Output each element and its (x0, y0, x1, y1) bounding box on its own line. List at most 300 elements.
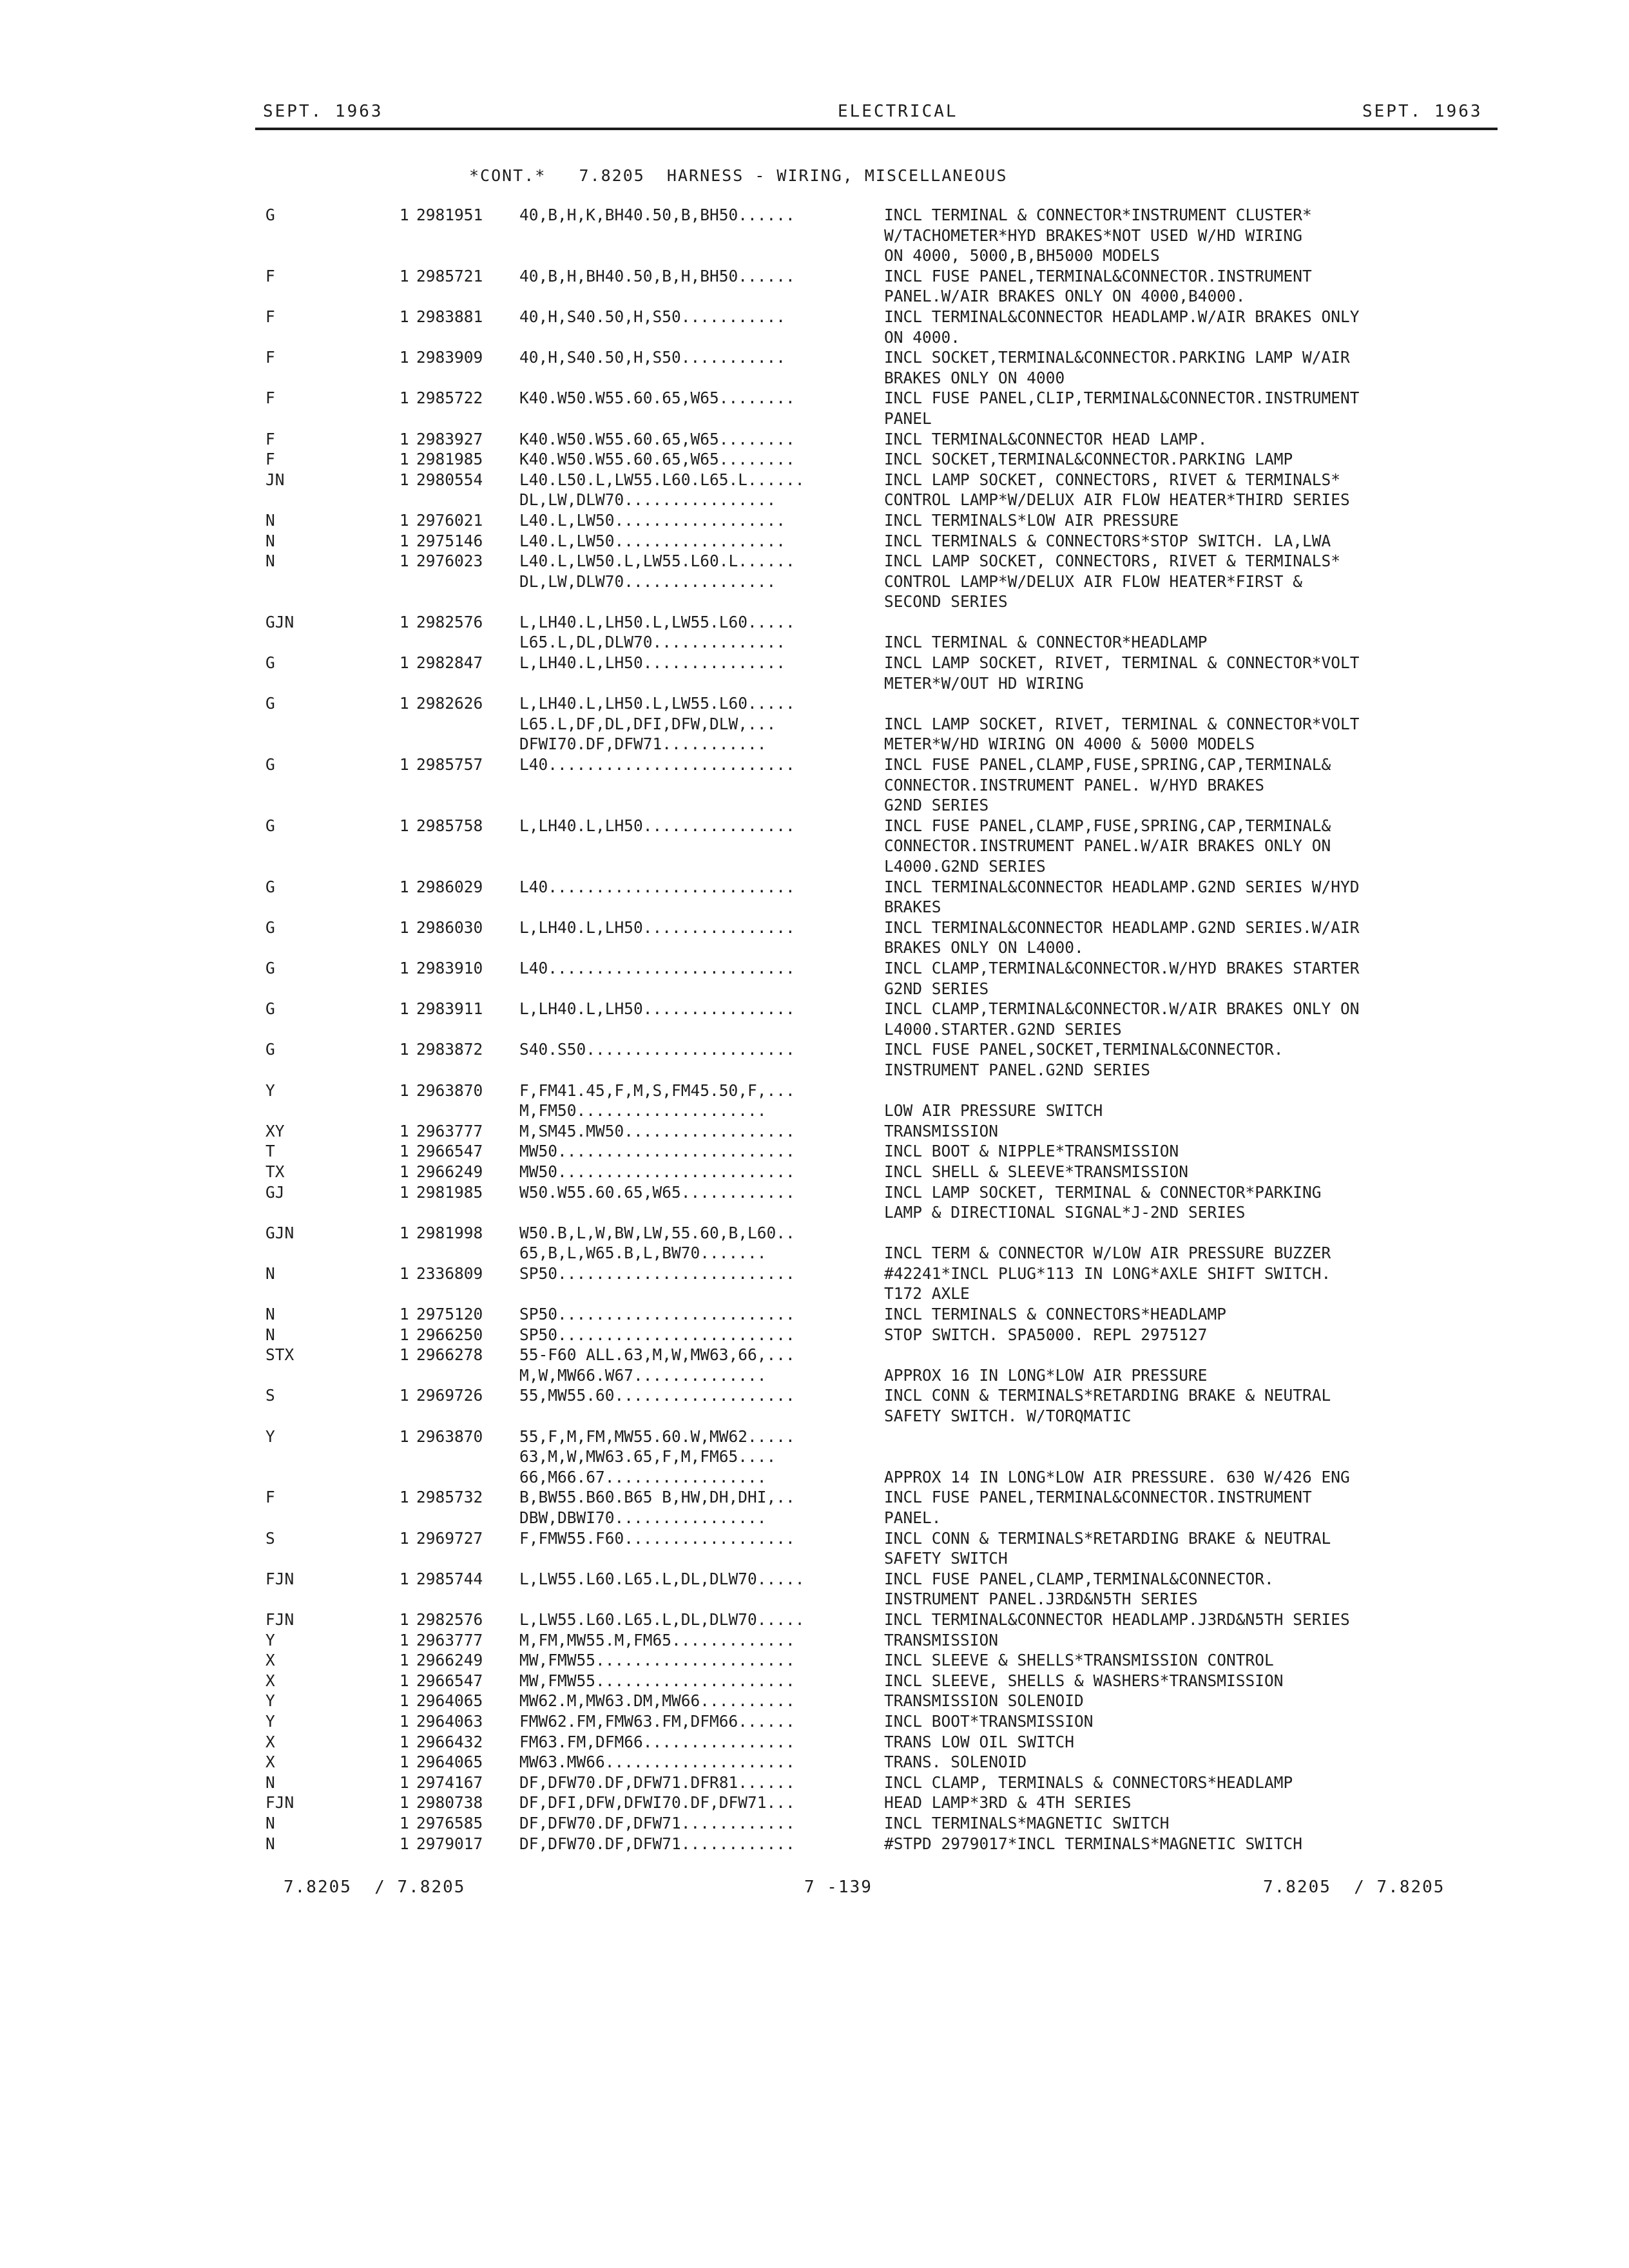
row-description: INCL FUSE PANEL,SOCKET,TERMINAL&CONNECTOR. (884, 1040, 1284, 1059)
row-qty: 1 (400, 389, 409, 408)
list-item (0, 286, 1629, 307)
row-description: INCL LAMP SOCKET, RIVET, TERMINAL & CONNECTOR*VOLT (884, 714, 1360, 733)
row-code: GJN (265, 1223, 294, 1242)
row-qty: 1 (400, 1753, 409, 1772)
list-item (0, 693, 1629, 714)
row-part-number: 2963870 (416, 1427, 483, 1446)
list-item (0, 1060, 1629, 1081)
row-models: 40,H,S40.50,H,S50........... (519, 307, 786, 326)
row-description: APPROX 14 IN LONG*LOW AIR PRESSURE. 630 W/426 ENG (884, 1467, 1350, 1486)
row-description: ON 4000, 5000,B,BH5000 MODELS (884, 246, 1160, 265)
list-item (0, 531, 1629, 552)
row-code: X (265, 1732, 275, 1751)
list-item (0, 958, 1629, 979)
row-description: INCL FUSE PANEL,CLAMP,FUSE,SPRING,CAP,TERMINAL& (884, 816, 1331, 835)
list-item (0, 673, 1629, 694)
row-description: TRANS. SOLENOID (884, 1753, 1027, 1772)
row-part-number: 2969726 (416, 1386, 483, 1405)
list-item (0, 1081, 1629, 1101)
list-item (0, 856, 1629, 877)
row-models: B,BW55.B60.B65 B,HW,DH,DHI,.. (519, 1488, 795, 1507)
row-qty: 1 (400, 694, 409, 713)
row-models: L,LW55.L60.L65.L,DL,DLW70..... (519, 1569, 805, 1588)
row-code: F (265, 429, 275, 448)
row-description: INCL CONN & TERMINALS*RETARDING BRAKE & NEUTRAL (884, 1386, 1331, 1405)
row-code: G (265, 999, 275, 1019)
list-item (0, 429, 1629, 450)
list-item (0, 307, 1629, 327)
list-item (0, 551, 1629, 572)
header-date-left: SEPT. 1963 (263, 102, 383, 121)
row-description: L4000.G2ND SERIES (884, 857, 1046, 876)
list-item (0, 1283, 1629, 1304)
list-item (0, 1019, 1629, 1040)
row-description: CONTROL LAMP*W/DELUX AIR FLOW HEATER*THIRD SERIES (884, 490, 1350, 510)
row-qty: 1 (400, 1162, 409, 1181)
list-item (0, 979, 1629, 999)
row-description: INCL SHELL & SLEEVE*TRANSMISSION (884, 1162, 1189, 1181)
row-description: SAFETY SWITCH. W/TORQMATIC (884, 1407, 1132, 1426)
list-item (0, 1039, 1629, 1060)
row-part-number: 2969727 (416, 1528, 483, 1548)
list-item (0, 1487, 1629, 1508)
row-code: F (265, 1488, 275, 1507)
row-description: G2ND SERIES (884, 979, 989, 998)
row-models: M,FM,MW55.M,FM65............. (519, 1630, 795, 1649)
row-description: INCL TERM & CONNECTOR W/LOW AIR PRESSURE BUZZER (884, 1244, 1331, 1263)
row-qty: 1 (400, 206, 409, 224)
list-item (0, 1202, 1629, 1223)
row-description: G2ND SERIES (884, 796, 989, 815)
list-item (0, 327, 1629, 348)
row-code: G (265, 694, 275, 713)
row-models: DFWI70.DF,DFW71........... (519, 735, 767, 754)
row-qty: 1 (400, 470, 409, 489)
row-part-number: 2983881 (416, 307, 483, 326)
row-part-number: 2966249 (416, 1651, 483, 1670)
list-item (0, 1264, 1629, 1284)
row-models: L65.L,DF,DL,DFI,DFW,DLW,... (519, 714, 776, 733)
row-part-number: 2974167 (416, 1773, 483, 1792)
row-code: N (265, 531, 275, 550)
row-qty: 1 (400, 1651, 409, 1670)
list-item (0, 795, 1629, 816)
row-qty: 1 (400, 510, 409, 530)
row-part-number: 2979017 (416, 1834, 483, 1853)
row-description: INCL TERMINALS & CONNECTORS*STOP SWITCH. LA,LWA (884, 531, 1331, 550)
row-description: INCL TERMINAL & CONNECTOR*HEADLAMP (884, 633, 1208, 652)
row-qty: 1 (400, 612, 409, 631)
row-models: FM63.FM,DFM66................ (519, 1732, 795, 1751)
row-description: INCL LAMP SOCKET, CONNECTORS, RIVET & TERMINALS* (884, 470, 1341, 489)
section-title: *CONT.* 7.8205 HARNESS - WIRING, MISCELLANEOUS (469, 166, 1008, 185)
row-code: Y (265, 1691, 275, 1711)
row-part-number: 2966432 (416, 1732, 483, 1751)
row-code: JN (265, 470, 285, 489)
row-models: DF,DFW70.DF,DFW71............ (519, 1813, 795, 1832)
row-code: G (265, 877, 275, 896)
row-part-number: 2985744 (416, 1569, 483, 1588)
row-code: T (265, 1142, 275, 1161)
parts-list (0, 205, 1629, 1854)
row-code: Y (265, 1630, 275, 1649)
list-item (0, 1548, 1629, 1569)
list-item (0, 1813, 1629, 1834)
row-part-number: 2981985 (416, 450, 483, 469)
row-qty: 1 (400, 1142, 409, 1161)
row-code: X (265, 1651, 275, 1670)
list-item (0, 1223, 1629, 1244)
row-code: G (265, 1040, 275, 1059)
row-models: 40,B,H,BH40.50,B,H,BH50...... (519, 266, 795, 285)
row-description: INCL SLEEVE & SHELLS*TRANSMISSION CONTROL (884, 1651, 1274, 1670)
row-description: BRAKES ONLY ON 4000 (884, 368, 1065, 387)
row-description: INCL TERMINALS*LOW AIR PRESSURE (884, 510, 1179, 530)
row-qty: 1 (400, 1121, 409, 1140)
row-part-number: 2981998 (416, 1223, 483, 1242)
row-code: N (265, 510, 275, 530)
row-models: MW,FMW55..................... (519, 1651, 795, 1670)
row-models: 40,H,S40.50,H,S50........... (519, 348, 786, 367)
row-description: INCL TERMINAL&CONNECTOR HEADLAMP.J3RD&N5TH SERIES (884, 1610, 1350, 1629)
row-part-number: 2981951 (416, 206, 483, 224)
row-models: F,FM41.45,F,M,S,FM45.50,F,... (519, 1081, 795, 1100)
row-code: FJN (265, 1569, 294, 1588)
row-models: DL,LW,DLW70................ (519, 490, 776, 510)
list-item (0, 1182, 1629, 1203)
row-models: 63,M,W,MW63.65,F,M,FM65.... (519, 1447, 776, 1466)
row-description: TRANS LOW OIL SWITCH (884, 1732, 1075, 1751)
list-item (0, 408, 1629, 429)
row-code: FJN (265, 1610, 294, 1629)
row-code: N (265, 1305, 275, 1324)
row-code: Y (265, 1711, 275, 1731)
list-item (0, 449, 1629, 470)
row-description: INCL FUSE PANEL,CLAMP,TERMINAL&CONNECTOR. (884, 1569, 1274, 1588)
list-item (0, 877, 1629, 898)
list-item (0, 775, 1629, 796)
list-item (0, 1406, 1629, 1427)
row-part-number: 2985721 (416, 266, 483, 285)
row-qty: 1 (400, 1345, 409, 1365)
row-code: X (265, 1753, 275, 1772)
row-models: L40.......................... (519, 958, 795, 977)
row-models: SP50......................... (519, 1305, 795, 1324)
row-models: 66,M66.67................. (519, 1467, 767, 1486)
row-part-number: 2983909 (416, 348, 483, 367)
row-models: DBW,DBWI70................ (519, 1508, 767, 1527)
row-code: N (265, 552, 275, 571)
row-description: BRAKES (884, 898, 941, 917)
row-qty: 1 (400, 918, 409, 937)
row-qty: 1 (400, 1040, 409, 1059)
list-item (0, 1141, 1629, 1162)
row-part-number: 2983927 (416, 429, 483, 448)
row-part-number: 2980738 (416, 1793, 483, 1812)
row-part-number: 2986029 (416, 877, 483, 896)
row-description: INCL CLAMP,TERMINAL&CONNECTOR.W/AIR BRAKES ONLY ON (884, 999, 1360, 1019)
row-models: DL,LW,DLW70................ (519, 572, 776, 591)
row-code: S (265, 1386, 275, 1405)
row-part-number: 2975120 (416, 1305, 483, 1324)
list-item (0, 1304, 1629, 1325)
row-models: L65.L,DL,DLW70.............. (519, 633, 786, 652)
row-models: M,W,MW66.W67.............. (519, 1365, 767, 1385)
list-item (0, 1610, 1629, 1630)
row-description: INSTRUMENT PANEL.G2ND SERIES (884, 1060, 1151, 1079)
list-item (0, 1569, 1629, 1590)
list-item (0, 937, 1629, 958)
row-description: INCL SOCKET,TERMINAL&CONNECTOR.PARKING LAMP W/AIR (884, 348, 1350, 367)
list-item (0, 1528, 1629, 1549)
row-qty: 1 (400, 999, 409, 1019)
row-code: F (265, 450, 275, 469)
list-item (0, 836, 1629, 856)
row-part-number: 2976021 (416, 510, 483, 530)
list-item (0, 999, 1629, 1019)
row-models: SP50......................... (519, 1264, 795, 1283)
list-item (0, 1773, 1629, 1793)
row-models: L40.......................... (519, 755, 795, 774)
row-qty: 1 (400, 1325, 409, 1344)
list-item (0, 1325, 1629, 1345)
row-description: INCL TERMINAL&CONNECTOR HEADLAMP.W/AIR BRAKES ONLY (884, 307, 1360, 326)
row-models: 55-F60 ALL.63,M,W,MW63,66,... (519, 1345, 795, 1365)
row-description: #STPD 2979017*INCL TERMINALS*MAGNETIC SWITCH (884, 1834, 1303, 1853)
row-part-number: 2983911 (416, 999, 483, 1019)
row-description: CONNECTOR.INSTRUMENT PANEL.W/AIR BRAKES ONLY ON (884, 836, 1331, 856)
row-description: INCL LAMP SOCKET, RIVET, TERMINAL & CONNECTOR*VOLT (884, 653, 1360, 673)
row-description: PANEL.W/AIR BRAKES ONLY ON 4000,B4000. (884, 287, 1246, 306)
list-item (0, 510, 1629, 531)
row-models: 65,B,L,W65.B,L,BW70....... (519, 1244, 767, 1263)
row-code: F (265, 266, 275, 285)
list-item (0, 632, 1629, 653)
row-description: INCL BOOT*TRANSMISSION (884, 1711, 1094, 1731)
list-item (0, 1345, 1629, 1365)
row-models: 40,B,H,K,BH40.50,B,BH50...... (519, 206, 795, 224)
row-part-number: 2982847 (416, 653, 483, 673)
row-qty: 1 (400, 429, 409, 448)
list-item (0, 1385, 1629, 1406)
row-code: STX (265, 1345, 294, 1365)
row-code: F (265, 307, 275, 326)
row-code: N (265, 1264, 275, 1283)
row-code: N (265, 1773, 275, 1792)
row-models: DF,DFW70.DF,DFW71.DFR81...... (519, 1773, 795, 1792)
row-qty: 1 (400, 552, 409, 571)
row-description: BRAKES ONLY ON L4000. (884, 938, 1084, 957)
row-description: INCL CONN & TERMINALS*RETARDING BRAKE & NEUTRAL (884, 1528, 1331, 1548)
row-description: CONNECTOR.INSTRUMENT PANEL. W/HYD BRAKES (884, 775, 1265, 794)
list-item (0, 734, 1629, 754)
row-code: F (265, 348, 275, 367)
row-description: LOW AIR PRESSURE SWITCH (884, 1101, 1103, 1120)
row-models: MW,FMW55..................... (519, 1671, 795, 1690)
row-part-number: 2985732 (416, 1488, 483, 1507)
row-description: INCL TERMINALS*MAGNETIC SWITCH (884, 1813, 1170, 1832)
list-item (0, 1752, 1629, 1773)
row-models: DF,DFI,DFW,DFWI70.DF,DFW71... (519, 1793, 795, 1812)
list-item (0, 918, 1629, 938)
row-part-number: 2976585 (416, 1813, 483, 1832)
row-models: SP50......................... (519, 1325, 795, 1344)
row-qty: 1 (400, 1834, 409, 1853)
row-part-number: 2964065 (416, 1691, 483, 1711)
row-models: S40.S50...................... (519, 1040, 795, 1059)
row-part-number: 2966547 (416, 1142, 483, 1161)
list-item (0, 347, 1629, 368)
row-description: TRANSMISSION (884, 1121, 999, 1140)
list-item (0, 1834, 1629, 1854)
row-qty: 1 (400, 1691, 409, 1711)
row-models: MW50......................... (519, 1142, 795, 1161)
row-models: L40.L50.L,LW55.L60.L65.L...... (519, 470, 805, 489)
row-code: G (265, 816, 275, 835)
list-item (0, 490, 1629, 510)
row-code: N (265, 1813, 275, 1832)
row-models: K40.W50.W55.60.65,W65........ (519, 429, 795, 448)
row-code: G (265, 653, 275, 673)
list-item (0, 1711, 1629, 1732)
row-qty: 1 (400, 653, 409, 673)
row-code: N (265, 1834, 275, 1853)
row-description: INCL BOOT & NIPPLE*TRANSMISSION (884, 1142, 1179, 1161)
list-item (0, 572, 1629, 592)
list-item (0, 1630, 1629, 1651)
row-part-number: 2336809 (416, 1264, 483, 1283)
list-item (0, 714, 1629, 735)
row-part-number: 2975146 (416, 531, 483, 550)
row-models: K40.W50.W55.60.65,W65........ (519, 389, 795, 408)
row-part-number: 2966250 (416, 1325, 483, 1344)
row-description: APPROX 16 IN LONG*LOW AIR PRESSURE (884, 1365, 1208, 1385)
footer-ref-right: 7.8205 / 7.8205 (1263, 1878, 1445, 1897)
row-qty: 1 (400, 1793, 409, 1812)
row-description: STOP SWITCH. SPA5000. REPL 2975127 (884, 1325, 1208, 1344)
list-item (0, 1365, 1629, 1386)
list-item (0, 1691, 1629, 1711)
row-models: K40.W50.W55.60.65,W65........ (519, 450, 795, 469)
row-description: INCL CLAMP, TERMINALS & CONNECTORS*HEADLAMP (884, 1773, 1293, 1792)
list-item (0, 245, 1629, 266)
row-part-number: 2964065 (416, 1753, 483, 1772)
row-code: GJ (265, 1182, 285, 1202)
row-code: Y (265, 1081, 275, 1100)
row-qty: 1 (400, 755, 409, 774)
row-models: W50.W55.60.65,W65............ (519, 1182, 795, 1202)
row-models: L40.L,LW50.................. (519, 531, 786, 550)
row-part-number: 2982626 (416, 694, 483, 713)
row-models: L40.L,LW50.L,LW55.L60.L...... (519, 552, 795, 571)
list-item (0, 1446, 1629, 1467)
row-description: CONTROL LAMP*W/DELUX AIR FLOW HEATER*FIRST & (884, 572, 1303, 591)
row-qty: 1 (400, 1081, 409, 1100)
row-part-number: 2980554 (416, 470, 483, 489)
row-qty: 1 (400, 1182, 409, 1202)
list-item (0, 1427, 1629, 1447)
row-description: PANEL. (884, 1508, 941, 1527)
row-part-number: 2983872 (416, 1040, 483, 1059)
row-description: INCL FUSE PANEL,CLIP,TERMINAL&CONNECTOR.INSTRUMENT (884, 389, 1360, 408)
row-description: INCL TERMINAL & CONNECTOR*INSTRUMENT CLUSTER* (884, 206, 1312, 224)
row-qty: 1 (400, 816, 409, 835)
page-number: 7 -139 (804, 1878, 872, 1897)
row-code: G (265, 755, 275, 774)
row-description: INCL TERMINAL&CONNECTOR HEAD LAMP. (884, 429, 1208, 448)
row-qty: 1 (400, 1488, 409, 1507)
row-part-number: 2964063 (416, 1711, 483, 1731)
row-qty: 1 (400, 1610, 409, 1629)
row-description: INSTRUMENT PANEL.J3RD&N5TH SERIES (884, 1590, 1198, 1609)
row-description: INCL TERMINAL&CONNECTOR HEADLAMP.G2ND SERIES.W/AIR (884, 918, 1360, 937)
row-code: N (265, 1325, 275, 1344)
row-qty: 1 (400, 1264, 409, 1283)
row-models: L,LW55.L60.L65.L,DL,DLW70..... (519, 1610, 805, 1629)
row-models: L,LH40.L,LH50................ (519, 999, 795, 1019)
row-qty: 1 (400, 1305, 409, 1324)
list-item (0, 1467, 1629, 1488)
row-description: INCL SOCKET,TERMINAL&CONNECTOR.PARKING LAMP (884, 450, 1293, 469)
row-description: #42241*INCL PLUG*113 IN LONG*AXLE SHIFT SWITCH. (884, 1264, 1331, 1283)
list-item (0, 368, 1629, 389)
row-models: L,LH40.L,LH50............... (519, 653, 786, 673)
row-models: MW50......................... (519, 1162, 795, 1181)
list-item (0, 1121, 1629, 1142)
row-description: L4000.STARTER.G2ND SERIES (884, 1019, 1122, 1039)
row-qty: 1 (400, 450, 409, 469)
row-description: INCL SLEEVE, SHELLS & WASHERS*TRANSMISSION (884, 1671, 1284, 1690)
row-qty: 1 (400, 266, 409, 285)
row-qty: 1 (400, 1671, 409, 1690)
row-models: L40.......................... (519, 877, 795, 896)
row-code: G (265, 918, 275, 937)
row-code: TX (265, 1162, 285, 1181)
row-part-number: 2963870 (416, 1081, 483, 1100)
row-description: METER*W/OUT HD WIRING (884, 673, 1084, 693)
row-code: G (265, 958, 275, 977)
row-code: Y (265, 1427, 275, 1446)
row-models: FMW62.FM,FMW63.FM,DFM66...... (519, 1711, 795, 1731)
row-part-number: 2983910 (416, 958, 483, 977)
row-qty: 1 (400, 958, 409, 977)
row-models: F,FMW55.F60.................. (519, 1528, 795, 1548)
row-models: L,LH40.L,LH50................ (519, 918, 795, 937)
row-description: ON 4000. (884, 327, 961, 347)
row-code: G (265, 206, 275, 224)
row-qty: 1 (400, 1813, 409, 1832)
row-qty: 1 (400, 1427, 409, 1446)
row-models: L40.L,LW50.................. (519, 510, 786, 530)
row-part-number: 2966547 (416, 1671, 483, 1690)
list-item (0, 1508, 1629, 1528)
row-models: L,LH40.L,LH50.L,LW55.L60..... (519, 612, 795, 631)
row-description: SAFETY SWITCH (884, 1549, 1008, 1568)
row-qty: 1 (400, 1223, 409, 1242)
row-description: INCL TERMINAL&CONNECTOR HEADLAMP.G2ND SERIES W/HYD (884, 877, 1360, 896)
row-part-number: 2963777 (416, 1630, 483, 1649)
list-item (0, 1792, 1629, 1813)
row-code: S (265, 1528, 275, 1548)
row-part-number: 2981985 (416, 1182, 483, 1202)
list-item (0, 1100, 1629, 1121)
row-description: INCL FUSE PANEL,CLAMP,FUSE,SPRING,CAP,TERMINAL& (884, 755, 1331, 774)
list-item (0, 388, 1629, 408)
row-qty: 1 (400, 348, 409, 367)
row-qty: 1 (400, 1630, 409, 1649)
row-description: PANEL (884, 408, 932, 428)
row-models: MW62.M,MW63.DM,MW66.......... (519, 1691, 795, 1711)
